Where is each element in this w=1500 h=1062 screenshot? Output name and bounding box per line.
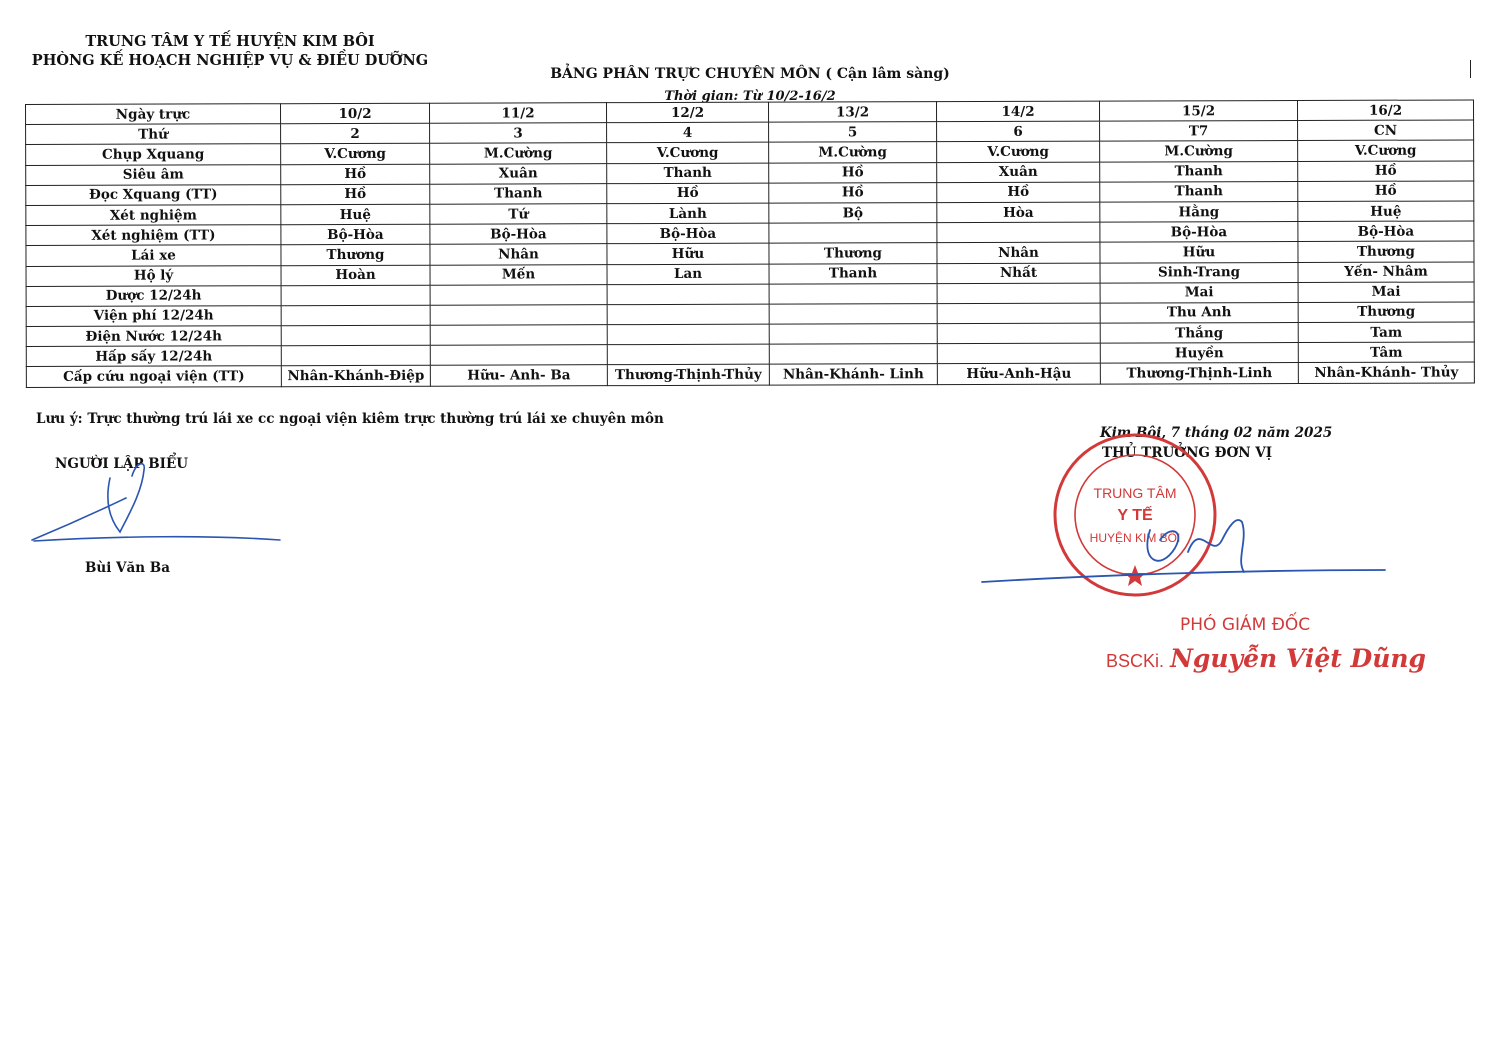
table-cell: 6 <box>937 121 1100 142</box>
table-cell: Sinh-Trang <box>1100 262 1298 283</box>
row-label: Siêu âm <box>26 164 281 185</box>
table-cell: M.Cường <box>769 142 937 163</box>
table-cell: 13/2 <box>768 102 936 123</box>
row-label: Thứ <box>26 124 281 145</box>
row-label: Xét nghiệm <box>26 205 281 226</box>
preparer-signature <box>32 464 280 541</box>
table-cell: 3 <box>430 123 607 144</box>
document-period: Thời gian: Từ 10/2-16/2 <box>664 89 836 104</box>
table-cell: Hữu <box>1100 242 1298 263</box>
table-cell: Nhân-Khánh- Linh <box>769 364 937 385</box>
table-cell: Nhân-Khánh-Điệp <box>281 366 430 387</box>
table-cell: 10/2 <box>281 103 430 124</box>
preparer-role: NGƯỜI LẬP BIỂU <box>55 456 189 472</box>
table-cell: Huệ <box>1298 201 1474 222</box>
table-cell: Hồ <box>1298 161 1474 182</box>
table-cell: Thương-Thịnh-Linh <box>1100 363 1298 384</box>
table-cell: Thương <box>1298 302 1474 323</box>
org-name: TRUNG TÂM Y TẾ HUYỆN KIM BÔI <box>85 33 375 50</box>
table-cell: Yến- Nhâm <box>1298 261 1474 282</box>
row-label: Đọc Xquang (TT) <box>26 184 281 205</box>
table-cell: Huyền <box>1100 343 1298 364</box>
table-cell: Nhất <box>937 263 1100 284</box>
signer-name: Nguyễn Việt Dũng <box>1170 644 1427 673</box>
table-cell: Thanh <box>769 263 937 284</box>
seal-line-2: Y TẾ <box>1117 507 1153 524</box>
table-cell: Hồ <box>607 183 769 204</box>
table-cell: Bộ-Hòa <box>1298 221 1474 242</box>
table-cell: Thu Anh <box>1100 302 1298 323</box>
official-seal <box>1055 435 1215 595</box>
table-cell: Lành <box>607 203 769 224</box>
table-cell: 15/2 <box>1099 101 1297 122</box>
signer-degree: BSCKi. <box>1106 651 1165 671</box>
table-cell: 4 <box>607 122 769 143</box>
table-cell: 5 <box>769 122 937 143</box>
table-cell: 16/2 <box>1297 100 1473 121</box>
table-cell: Hồ <box>937 182 1100 203</box>
table-cell: 14/2 <box>936 101 1099 122</box>
table-cell: Hòa <box>937 202 1100 223</box>
department-name: PHÒNG KẾ HOẠCH NGHIỆP VỤ & ĐIỀU DƯỠNG <box>31 52 429 69</box>
table-cell: 12/2 <box>606 102 768 123</box>
seal-line-1: TRUNG TÂM <box>1093 485 1177 501</box>
table-cell: Mến <box>430 264 607 285</box>
table-cell: Xuân <box>430 163 607 184</box>
table-cell: Thắng <box>1100 323 1298 344</box>
document-title: BẢNG PHÂN TRỰC CHUYÊN MÔN ( Cận lâm sàng) <box>550 66 950 82</box>
table-cell: Thương-Thịnh-Thủy <box>607 365 769 386</box>
table-cell: Hồ <box>281 164 430 185</box>
row-label: Xét nghiệm (TT) <box>26 225 281 246</box>
row-label: Viện phí 12/24h <box>26 306 281 327</box>
table-cell: Thanh <box>1100 161 1298 182</box>
table-cell: V.Cương <box>607 143 769 164</box>
row-label: Điện Nước 12/24h <box>26 326 281 347</box>
table-cell: Lan <box>607 264 769 285</box>
table-cell: Thương <box>769 243 937 264</box>
table-cell: Nhân-Khánh- Thủy <box>1298 362 1474 383</box>
table-cell: Thanh <box>430 183 607 204</box>
deputy-director-title: PHÓ GIÁM ĐỐC <box>1180 615 1311 635</box>
table-cell: Xuân <box>937 162 1100 183</box>
row-label: Lái xe <box>26 245 281 266</box>
table-cell: V.Cương <box>937 141 1100 162</box>
table-cell: Hồ <box>1298 181 1474 202</box>
table-cell: Mai <box>1100 282 1298 303</box>
preparer-name: Bùi Văn Ba <box>85 560 170 576</box>
row-label: Hấp sấy 12/24h <box>26 346 281 367</box>
table-cell: Hữu- Anh- Ba <box>430 365 607 386</box>
table-cell: Hằng <box>1100 201 1298 222</box>
table-cell: Hồ <box>769 162 937 183</box>
table-cell: T7 <box>1100 121 1298 142</box>
table-cell: Bộ-Hòa <box>281 224 430 245</box>
table-cell: Hữu <box>607 243 769 264</box>
row-label: Dược 12/24h <box>26 285 281 306</box>
table-cell: Nhân <box>937 242 1100 263</box>
table-cell: Bộ-Hòa <box>430 224 607 245</box>
table-cell: CN <box>1298 120 1474 141</box>
table-cell: Hữu-Anh-Hậu <box>937 364 1100 385</box>
table-cell: Tâm <box>1298 342 1474 363</box>
row-label: Chụp Xquang <box>26 144 281 165</box>
row-label: Hộ lý <box>26 265 281 286</box>
seal-line-3: HUYỆN KIM BÔI <box>1089 531 1181 545</box>
table-cell: Hoàn <box>281 265 430 286</box>
table-cell: Thanh <box>607 163 769 184</box>
approver-role: THỦ TRƯỞNG ĐƠN VỊ <box>1102 445 1273 461</box>
table-cell: Hồ <box>769 182 937 203</box>
table-cell: Thương <box>281 245 430 266</box>
table-cell: Tứ <box>430 204 607 225</box>
table-cell: Thanh <box>1100 181 1298 202</box>
table-cell: Mai <box>1298 282 1474 303</box>
row-label: Cấp cứu ngoại viện (TT) <box>26 366 281 387</box>
table-cell: 2 <box>281 123 430 144</box>
table-cell: Huệ <box>281 204 430 225</box>
table-cell: M.Cường <box>430 143 607 164</box>
table-cell: M.Cường <box>1100 141 1298 162</box>
table-cell: Thương <box>1298 241 1474 262</box>
table-cell: Bộ <box>769 203 937 224</box>
table-cell: 11/2 <box>429 103 606 124</box>
footnote: Lưu ý: Trực thường trú lái xe cc ngoại viện kiêm trực thường trú lái xe chuyên môn <box>36 411 664 427</box>
row-label: Ngày trực <box>26 104 281 125</box>
table-cell: V.Cương <box>281 144 430 165</box>
table-cell: Tam <box>1298 322 1474 343</box>
table-cell: Bộ-Hòa <box>1100 222 1298 243</box>
table-cell: Hồ <box>281 184 430 205</box>
table-cell: Nhân <box>430 244 607 265</box>
signer-stamp <box>1106 644 1426 673</box>
signing-date: Kim Bôi, 7 tháng 02 năm 2025 <box>1100 425 1333 441</box>
table-cell: Bộ-Hòa <box>607 223 769 244</box>
table-cell: V.Cương <box>1298 140 1474 161</box>
